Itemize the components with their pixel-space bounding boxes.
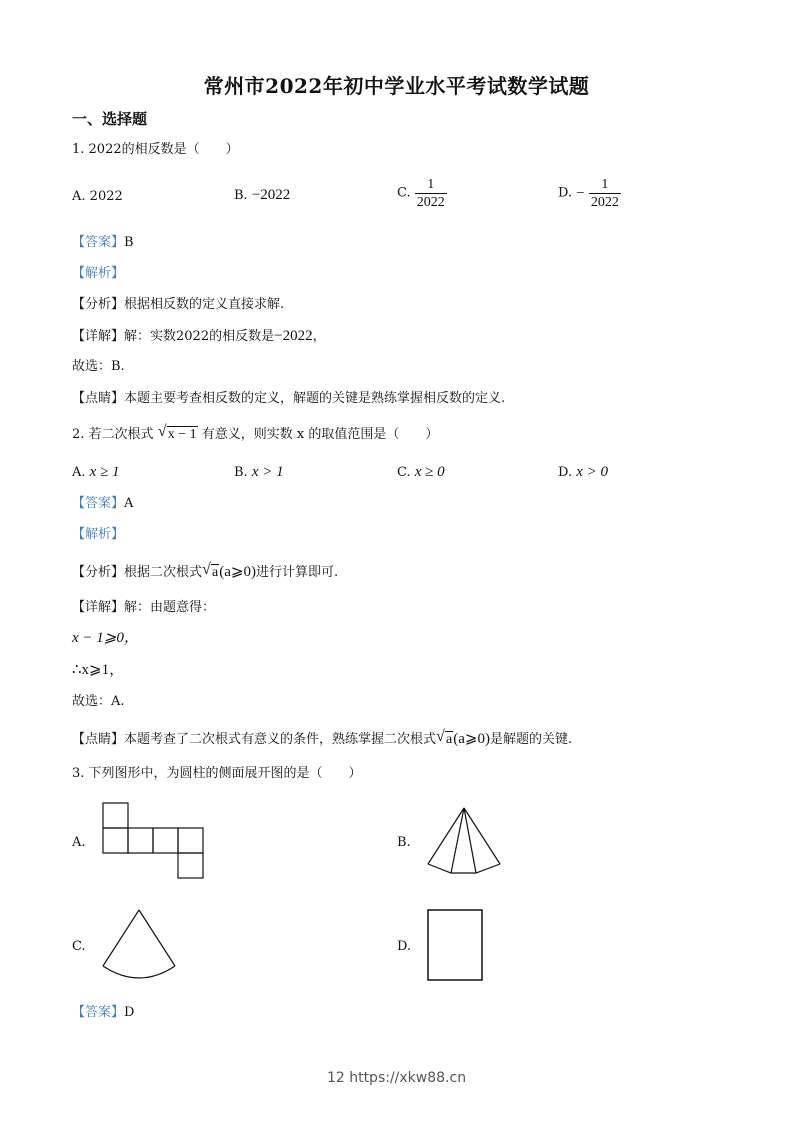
option-label: B.	[234, 465, 248, 480]
q3-option-d-label: D.	[397, 939, 412, 954]
punct: ，	[312, 329, 326, 344]
sqrt-icon: √	[436, 728, 445, 745]
sqrt-icon: √	[157, 423, 167, 440]
fenxi-label: 【分析】	[72, 565, 125, 580]
radicand: x − 1	[167, 427, 197, 442]
xiangjie-label: 【详解】	[72, 600, 125, 615]
fenxi-text: 进行计算即可.	[255, 565, 339, 580]
sector-figure	[103, 910, 175, 978]
option-value: −2022	[251, 187, 291, 203]
answer-value: B	[124, 235, 134, 250]
condition: (a⩾0)	[219, 564, 256, 580]
option-value: x ≥ 1	[89, 464, 120, 480]
pyramid-net-figure	[428, 808, 500, 873]
option-label: A.	[72, 189, 86, 204]
answer-value: D	[124, 1005, 135, 1020]
q1-stem: 1. 2022的相反数是（ ）	[72, 142, 239, 157]
q2-analysis-label: 【解析】	[72, 527, 125, 542]
q3-option-c-label: C.	[72, 939, 86, 954]
option-label: D.	[558, 465, 573, 480]
denominator: 2022	[590, 195, 619, 210]
fenxi-text: 根据二次根式	[124, 565, 203, 580]
xiangjie-text: 解：实数2022的相反数是	[124, 329, 275, 344]
cube-net-figure	[103, 803, 203, 878]
q2-step1: x − 1⩾0，	[72, 630, 139, 646]
dianjing-text: 本题主要考查相反数的定义，解题的关键是熟练掌握相反数的定义.	[124, 391, 506, 406]
q3-answer	[72, 1004, 134, 1022]
q1-choose: 故选：B.	[72, 359, 125, 374]
answer-label: 【答案】	[72, 235, 125, 250]
xiangjie-text: 解：由题意得：	[124, 600, 216, 615]
sqrt-icon: √	[202, 561, 211, 578]
dianjing-text: 是解题的关键.	[489, 732, 573, 747]
fenxi-text: 根据相反数的定义直接求解.	[124, 297, 285, 312]
q3-option-b-label: B.	[397, 835, 411, 850]
option-value: 2022	[89, 189, 123, 204]
q3-option-a-label: A.	[72, 835, 86, 850]
numerator: 1	[601, 177, 609, 192]
xiangjie-label: 【详解】	[72, 329, 125, 344]
option-value: x > 1	[251, 464, 284, 480]
answer-value: A	[124, 496, 134, 511]
stem-text: 2. 若二次根式	[72, 427, 154, 442]
section-heading: 一、选择题	[72, 110, 148, 128]
radicand: a	[212, 565, 219, 580]
option-label: D.	[558, 185, 573, 201]
page-title: 常州市2022年初中学业水平考试数学试题	[203, 74, 590, 98]
numerator: 1	[427, 177, 435, 192]
option-value: x ≥ 0	[414, 464, 445, 480]
xiangjie-value: −2022	[274, 328, 313, 344]
q3-stem: 3. 下列图形中，为圆柱的侧面展开图的是（ ）	[72, 766, 362, 781]
q2-step2: ∴x⩾1，	[72, 662, 125, 678]
fenxi-label: 【分析】	[72, 297, 125, 312]
dianjing-label: 【点睛】	[72, 391, 125, 406]
minus-sign: −	[576, 185, 585, 202]
denominator: 2022	[416, 195, 445, 210]
dianjing-text: 本题考查了二次根式有意义的条件，熟练掌握二次根式	[124, 732, 437, 747]
q2-choose: 故选：A.	[72, 694, 125, 709]
condition: (a⩾0)	[453, 731, 490, 747]
answer-label: 【答案】	[72, 496, 125, 511]
rectangle-figure	[428, 910, 482, 980]
option-label: C.	[397, 465, 411, 480]
q1-analysis-label: 【解析】	[72, 266, 125, 281]
answer-label: 【答案】	[72, 1005, 125, 1020]
option-label: B.	[234, 188, 248, 203]
option-value: x > 0	[576, 464, 609, 480]
option-label: C.	[397, 185, 411, 201]
radicand: a	[446, 732, 453, 747]
page-footer: 12 https://xkw88.cn	[326, 1070, 467, 1086]
dianjing-label: 【点睛】	[72, 732, 125, 747]
stem-text: 有意义，则实数 x 的取值范围是（ ）	[201, 427, 439, 442]
option-label: A.	[72, 465, 86, 480]
